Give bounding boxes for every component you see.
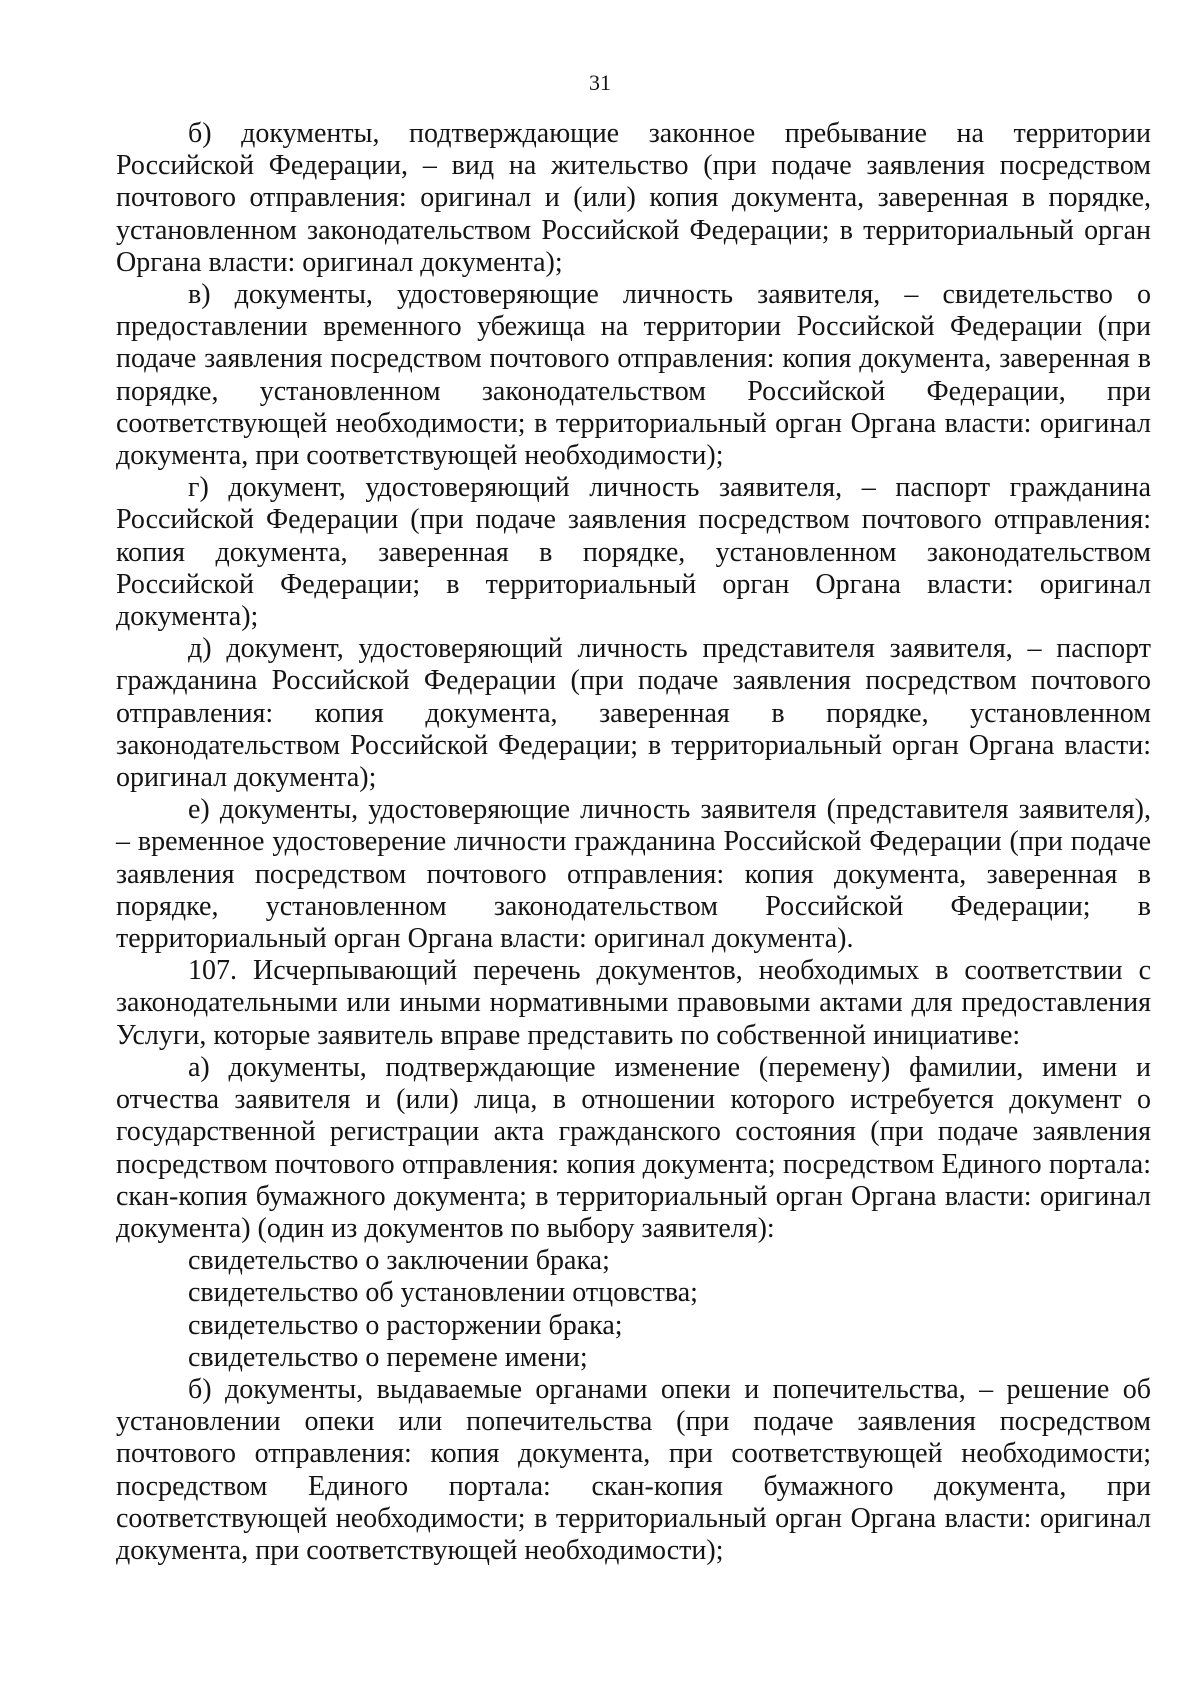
paragraph-b-residence: б) документы, подтверждающие законное пребывание на территории Российской Федерации, – вид на жительство (при подаче заявления посредством почтового отправления: оригинал и (или) копия документа, заверенная в порядке, установленном законодательством Российской Федерации; в территориальный орган Органа власти: оригинал документа);: [116, 118, 1151, 278]
paragraph-g-passport: г) документ, удостоверяющий личность заявителя, – паспорт гражданина Российской Федерации (при подаче заявления посредством почтового отправления: копия документа, заверенная в порядке, установленном законодательством Российской Федерации; в территориальный орган Органа власти: оригинал документа);: [116, 472, 1151, 633]
paragraph-e-temporary-id: е) документы, удостоверяющие личность заявителя (представителя заявителя), – временное удостоверение личности гражданина Российской Федерации (при подаче заявления посредством почтового отправления: копия документа, заверенная в порядке, установленном законодательством Российской Федерации; в территориальный орган Органа власти: оригинал документа).: [116, 794, 1151, 955]
page-number: 31: [589, 70, 611, 95]
paragraph-v-asylum: в) документы, удостоверяющие личность заявителя, – свидетельство о предоставлении временного убежища на территории Российской Федерации (при подаче заявления посредством почтового отправления: копия документа, заверенная в порядке, установленном законодательством Российской Федерации, при соответствующей необходимости; в территориальный орган Органа власти: оригинал документа, при соответствующей необходимости);: [116, 279, 1151, 472]
list-item-marriage: свидетельство о заключении брака;: [188, 1245, 610, 1277]
paragraph-b-guardianship: б) документы, выдаваемые органами опеки и попечительства, – решение об установлении опеки или попечительства (при подаче заявления посредством почтового отправления: копия документа, при соответствующей необходимости; посредством Единого портала: скан-копия бумажного документа, при соответствующей необходимости; в территориальный орган Органа власти: оригинал документа, при соответствующей необходимости);: [116, 1373, 1151, 1566]
paragraph-107-heading: 107. Исчерпывающий перечень документов, необходимых в соответствии с законодательными или иными нормативными правовыми актами для предоставления Услуги, которые заявитель вправе представить по собственной инициативе:: [116, 955, 1151, 1051]
list-item-divorce: свидетельство о расторжении брака;: [188, 1309, 623, 1341]
list-item-name-change: свидетельство о перемене имени;: [188, 1341, 588, 1373]
paragraph-a-name-change: а) документы, подтверждающие изменение (перемену) фамилии, имени и отчества заявителя и (или) лица, в отношении которого истребуется документ о государственной регистрации акта гражданского состояния (при подаче заявления посредством почтового отправления: копия документа; посредством Единого портала: скан-копия бумажного документа; в территориальный орган Органа власти: оригинал документа) (один из документов по выбору заявителя):: [116, 1051, 1151, 1244]
list-item-paternity: свидетельство об установлении отцовства;: [188, 1277, 698, 1309]
paragraph-d-representative-passport: д) документ, удостоверяющий личность представителя заявителя, – паспорт гражданина Российской Федерации (при подаче заявления посредством почтового отправления: копия документа, заверенная в порядке, установленном законодательством Российской Федерации; в территориальный орган Органа власти: оригинал документа);: [116, 633, 1151, 794]
document-body: [116, 118, 1151, 1567]
